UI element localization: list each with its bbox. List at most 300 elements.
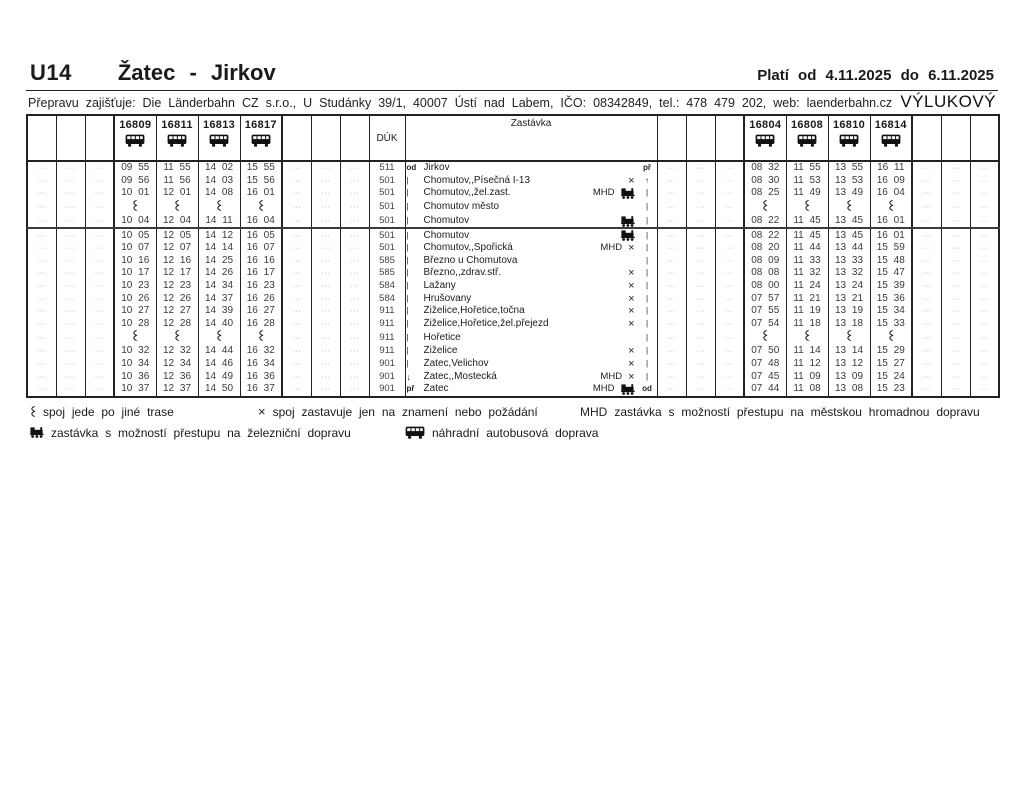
no-service-dots: ··· <box>350 255 359 265</box>
empty-cell <box>912 175 941 188</box>
empty-cell <box>657 255 686 268</box>
no-service-dots: ··· <box>979 281 989 291</box>
time-cell <box>198 215 240 229</box>
no-service-dots: ··· <box>696 359 705 369</box>
departure-time: 07 50 <box>751 345 780 357</box>
time-cell <box>828 228 870 242</box>
empty-cell <box>657 370 686 383</box>
stop-marker: | <box>406 268 409 278</box>
empty-cell <box>657 383 686 397</box>
departure-time: 15 55 <box>246 162 275 174</box>
no-service-dots: ··· <box>667 346 676 356</box>
no-service-dots: ··· <box>667 281 676 291</box>
empty-cell <box>85 292 114 305</box>
no-service-dots: ··· <box>37 230 47 240</box>
stop-name: Žiželice <box>423 345 458 357</box>
departure-time: 13 24 <box>834 280 864 292</box>
empty-cell <box>941 370 970 383</box>
departure-time: 11 56 <box>163 174 191 186</box>
empty-cell <box>311 383 340 397</box>
empty-cell <box>686 228 715 242</box>
time-cell <box>786 175 828 188</box>
empty-cell <box>941 330 970 345</box>
timetable-head <box>27 115 999 161</box>
other-route-icon <box>174 200 180 211</box>
no-service-dots: ··· <box>66 371 75 381</box>
no-service-dots: ··· <box>94 216 104 226</box>
no-service-dots: ··· <box>321 306 330 316</box>
time-cell <box>156 370 198 383</box>
no-service-dots: ··· <box>922 371 932 381</box>
empty-cell <box>56 255 85 268</box>
no-service-dots: ··· <box>66 202 75 212</box>
duk-cell <box>369 280 405 293</box>
empty-cell <box>27 318 56 331</box>
departure-time: 14 08 <box>204 187 234 199</box>
empty-cell <box>311 161 340 175</box>
no-service-dots: ··· <box>922 188 932 198</box>
no-service-dots: ··· <box>350 346 359 356</box>
departure-time: 15 39 <box>876 280 905 292</box>
empty-cell <box>657 318 686 331</box>
no-service-dots: ··· <box>667 202 676 212</box>
empty-cell <box>970 200 999 215</box>
no-service-dots: ··· <box>724 188 734 198</box>
stop-marker: | <box>645 306 649 316</box>
time-cell <box>828 345 870 358</box>
empty-cell <box>941 161 970 175</box>
legend-item: × spoj zastavuje jen na znamení nebo požádání <box>258 403 538 419</box>
table-row <box>27 358 999 371</box>
legend-item <box>30 405 258 419</box>
no-service-dots: ··· <box>979 332 989 342</box>
empty-cell <box>912 318 941 331</box>
bus-icon <box>167 134 187 147</box>
duk-zone-number: 501 <box>379 242 395 254</box>
no-service-dots: ··· <box>321 243 330 253</box>
empty-cell <box>912 267 941 280</box>
empty-cell <box>686 370 715 383</box>
other-route-icon <box>804 330 810 341</box>
empty-cell <box>282 161 311 175</box>
time-cell <box>198 370 240 383</box>
no-service-dots: ··· <box>979 359 989 369</box>
departure-time: 16 01 <box>876 215 905 227</box>
departure-time: 12 17 <box>162 267 192 279</box>
stop-symbols: MHD × <box>600 242 635 255</box>
stop-marker: | <box>645 318 649 328</box>
departure-time: 10 01 <box>121 187 150 199</box>
departure-time: 10 37 <box>121 383 150 395</box>
empty-cell <box>56 370 85 383</box>
duk-zone-number: 901 <box>379 383 395 395</box>
no-service-dots: ··· <box>696 332 705 342</box>
empty-cell <box>970 228 999 242</box>
no-service-dots: ··· <box>292 175 302 185</box>
no-service-dots: ··· <box>922 163 932 173</box>
legend-line-2 <box>30 426 994 440</box>
empty-cell <box>715 161 744 175</box>
legend-text: zastávka s možností přestupu na železniční dopravu <box>51 425 351 440</box>
no-service-dots: ··· <box>724 230 734 240</box>
time-cell <box>786 358 828 371</box>
no-service-dots: ··· <box>350 384 359 394</box>
empty-cell <box>85 187 114 200</box>
no-service-dots: ··· <box>979 188 989 198</box>
time-cell <box>156 161 198 175</box>
empty-cell <box>27 200 56 215</box>
empty-cell <box>311 255 340 268</box>
no-service-dots: ··· <box>696 281 705 291</box>
no-service-dots: ··· <box>724 175 734 185</box>
empty-cell <box>340 318 369 331</box>
time-cell <box>114 383 156 397</box>
table-row <box>27 318 999 331</box>
train-number-header <box>870 115 912 161</box>
empty-cell <box>715 358 744 371</box>
legend-item <box>580 405 980 419</box>
table-row <box>27 175 999 188</box>
empty-cell <box>340 292 369 305</box>
train-number: 16817 <box>244 119 277 131</box>
departure-time: 15 59 <box>876 242 905 254</box>
no-service-dots: ··· <box>350 243 359 253</box>
no-service-dots: ··· <box>724 293 734 303</box>
no-service-dots: ··· <box>350 306 359 316</box>
duk-zone-number: 501 <box>379 174 395 186</box>
no-service-dots: ··· <box>979 202 989 212</box>
empty-cell <box>941 358 970 371</box>
no-service-dots: ··· <box>667 243 676 253</box>
no-service-dots: ··· <box>321 255 330 265</box>
no-service-dots: ··· <box>94 359 104 369</box>
no-service-dots: ··· <box>321 163 330 173</box>
empty-cell <box>912 358 941 371</box>
empty-cell <box>340 242 369 255</box>
stop-marker: | <box>645 255 649 265</box>
no-service-dots: ··· <box>951 332 960 342</box>
empty-cell <box>970 175 999 188</box>
no-service-dots: ··· <box>37 188 47 198</box>
stop-column-header: Zastávka <box>405 115 657 161</box>
time-cell <box>828 358 870 371</box>
wavy-icon <box>30 406 36 417</box>
no-service-dots: ··· <box>951 371 960 381</box>
train-number: 16813 <box>202 119 236 131</box>
train-icon <box>30 427 44 438</box>
time-cell <box>828 175 870 188</box>
no-service-dots: ··· <box>292 255 302 265</box>
departure-time: 13 21 <box>834 292 864 304</box>
no-service-dots: ··· <box>321 202 330 212</box>
no-service-dots: ··· <box>667 359 676 369</box>
departure-time: 08 09 <box>751 254 780 266</box>
departure-time: 11 55 <box>793 162 821 174</box>
duk-zone-number: 584 <box>379 280 395 292</box>
mhd-transfer-label: MHD <box>580 404 608 419</box>
no-service-dots: ··· <box>37 281 47 291</box>
empty-cell <box>311 175 340 188</box>
train-number-header <box>828 115 870 161</box>
bus-icon <box>839 134 859 147</box>
time-cell <box>744 358 786 371</box>
stop-name: Chomutov <box>423 215 470 227</box>
empty-cell <box>282 242 311 255</box>
time-cell <box>156 318 198 331</box>
departure-time: 14 03 <box>204 174 234 186</box>
stop-marker: | <box>406 175 409 185</box>
no-service-dots: ··· <box>94 281 104 291</box>
departure-time: 16 28 <box>246 317 275 329</box>
no-service-dots: ··· <box>724 202 734 212</box>
departure-time: 16 01 <box>246 187 275 199</box>
duk-zone-number: 584 <box>379 292 395 304</box>
empty-cell <box>941 255 970 268</box>
departure-time: 07 45 <box>751 370 780 382</box>
time-cell <box>240 175 282 188</box>
time-cell <box>240 330 282 345</box>
empty-cell <box>311 228 340 242</box>
stop-cell <box>405 215 657 229</box>
no-service-dots: ··· <box>321 293 330 303</box>
train-number: 16809 <box>119 119 152 131</box>
empty-cell <box>340 200 369 215</box>
departure-time: 16 11 <box>877 162 905 174</box>
empty-cell <box>85 255 114 268</box>
departure-time: 12 05 <box>162 229 192 241</box>
stop-marker: | <box>645 202 649 212</box>
duk-cell <box>369 161 405 175</box>
empty-cell <box>686 318 715 331</box>
time-cell <box>156 215 198 229</box>
empty-cell <box>282 187 311 200</box>
departure-time: 07 44 <box>751 383 780 395</box>
no-service-dots: ··· <box>667 175 676 185</box>
time-cell <box>744 383 786 397</box>
departure-time: 15 24 <box>876 370 905 382</box>
departure-time: 07 54 <box>751 317 780 329</box>
no-service-dots: ··· <box>922 318 932 328</box>
empty-cell <box>715 242 744 255</box>
empty-cell <box>340 255 369 268</box>
duk-zone-number: 501 <box>379 187 395 199</box>
stop-name: Žatec <box>423 383 449 395</box>
no-service-dots: ··· <box>696 188 705 198</box>
time-cell <box>870 383 912 397</box>
empty-cell <box>970 305 999 318</box>
empty-cell <box>715 175 744 188</box>
stop-name: Lažany <box>423 280 456 292</box>
departure-time: 14 50 <box>204 383 234 395</box>
no-service-dots: ··· <box>922 346 932 356</box>
no-service-dots: ··· <box>667 384 676 394</box>
empty-cell <box>970 161 999 175</box>
no-service-dots: ··· <box>321 384 330 394</box>
duk-zone-number: 501 <box>379 215 395 227</box>
legend <box>26 405 998 440</box>
stop-symbols <box>621 230 635 241</box>
empty-cell <box>686 330 715 345</box>
empty-cell <box>85 200 114 215</box>
stop-marker: př <box>406 384 415 394</box>
operator-info: Přepravu zajišťuje: Die Länderbahn CZ s.r.o., U Studánky 39/1, 40007 Ústí nad Labem, IČO: 08342849, tel.: 478 479 202, web: laenderbahn.cz <box>28 96 893 110</box>
empty-cell <box>657 200 686 215</box>
no-service-dots: ··· <box>724 163 734 173</box>
empty-cell <box>715 305 744 318</box>
departure-time: 11 55 <box>163 162 191 174</box>
empty-cell <box>715 383 744 397</box>
empty-cell <box>282 358 311 371</box>
no-service-dots: ··· <box>94 332 104 342</box>
departure-time: 11 45 <box>793 215 821 227</box>
departure-time: 16 36 <box>246 370 275 382</box>
departure-time: 14 34 <box>204 280 234 292</box>
departure-time: 08 25 <box>751 187 780 199</box>
train-icon <box>621 216 635 227</box>
stop-marker: | <box>406 318 409 328</box>
no-service-dots: ··· <box>37 318 47 328</box>
time-cell <box>870 305 912 318</box>
empty-cell <box>941 200 970 215</box>
table-row <box>27 370 999 383</box>
empty-cell <box>686 292 715 305</box>
empty-cell <box>85 267 114 280</box>
no-service-dots: ··· <box>979 163 989 173</box>
no-service-dots: ··· <box>667 255 676 265</box>
empty-cell <box>311 370 340 383</box>
no-service-dots: ··· <box>321 359 330 369</box>
empty-cell <box>85 318 114 331</box>
no-service-dots: ··· <box>979 384 989 394</box>
empty-cell <box>970 345 999 358</box>
departure-time: 10 34 <box>121 358 150 370</box>
no-service-dots: ··· <box>951 163 960 173</box>
empty-cell <box>941 242 970 255</box>
empty-cell <box>912 280 941 293</box>
empty-cell <box>715 370 744 383</box>
empty-cell <box>282 255 311 268</box>
time-cell <box>156 187 198 200</box>
no-service-dots: ··· <box>321 281 330 291</box>
stop-symbols <box>593 187 635 199</box>
no-service-dots: ··· <box>922 216 932 226</box>
no-service-dots: ··· <box>724 332 734 342</box>
empty-header-cell <box>282 115 311 161</box>
empty-cell <box>56 358 85 371</box>
empty-cell <box>912 255 941 268</box>
empty-cell <box>282 330 311 345</box>
no-service-dots: ··· <box>94 243 104 253</box>
train-number: 16811 <box>161 119 193 131</box>
duk-cell <box>369 187 405 200</box>
no-service-dots: ··· <box>696 216 705 226</box>
table-row <box>27 267 999 280</box>
departure-time: 14 25 <box>204 254 234 266</box>
time-cell <box>744 345 786 358</box>
departure-time: 12 04 <box>162 215 192 227</box>
time-cell <box>156 383 198 397</box>
no-service-dots: ··· <box>292 243 302 253</box>
no-service-dots: ··· <box>94 371 104 381</box>
validity-dates: Platí od 4.11.2025 do 6.11.2025 <box>757 67 994 84</box>
empty-cell <box>340 383 369 397</box>
duk-cell <box>369 267 405 280</box>
no-service-dots: ··· <box>66 216 75 226</box>
empty-cell <box>85 175 114 188</box>
no-service-dots: ··· <box>66 384 75 394</box>
departure-time: 13 14 <box>834 345 864 357</box>
stop-name: Hrušovany <box>423 292 472 304</box>
empty-cell <box>56 228 85 242</box>
empty-cell <box>311 200 340 215</box>
no-service-dots: ··· <box>37 306 47 316</box>
departure-time: 15 34 <box>876 305 905 317</box>
mhd-transfer-label: MHD <box>592 187 615 199</box>
no-service-dots: ··· <box>94 202 104 212</box>
train-number-header <box>156 115 198 161</box>
table-row <box>27 280 999 293</box>
empty-cell <box>56 280 85 293</box>
time-cell <box>114 228 156 242</box>
no-service-dots: ··· <box>350 318 359 328</box>
time-cell <box>828 370 870 383</box>
empty-cell <box>715 200 744 215</box>
empty-cell <box>657 228 686 242</box>
empty-cell <box>970 370 999 383</box>
no-service-dots: ··· <box>696 371 705 381</box>
no-service-dots: ··· <box>37 202 47 212</box>
departure-time: 11 49 <box>793 187 821 199</box>
time-cell <box>786 255 828 268</box>
stop-marker: | <box>645 188 649 198</box>
time-cell <box>156 305 198 318</box>
empty-cell <box>56 330 85 345</box>
train-number-header <box>786 115 828 161</box>
bus-icon <box>755 134 775 147</box>
no-service-dots: ··· <box>922 332 932 342</box>
other-route-icon <box>132 200 138 211</box>
empty-cell <box>340 305 369 318</box>
empty-cell <box>912 292 941 305</box>
time-cell <box>828 215 870 229</box>
time-cell <box>828 267 870 280</box>
departure-time: 09 56 <box>121 174 150 186</box>
departure-time: 13 12 <box>834 358 864 370</box>
time-cell <box>786 242 828 255</box>
no-service-dots: ··· <box>66 255 75 265</box>
empty-cell <box>715 345 744 358</box>
no-service-dots: ··· <box>951 243 960 253</box>
empty-cell <box>715 280 744 293</box>
empty-cell <box>56 175 85 188</box>
timetable <box>26 114 1000 398</box>
departure-time: 08 20 <box>751 242 780 254</box>
departure-time: 11 12 <box>793 358 821 370</box>
departure-time: 08 00 <box>751 280 780 292</box>
no-service-dots: ··· <box>724 346 734 356</box>
stop-marker: od <box>406 163 417 173</box>
time-cell <box>870 345 912 358</box>
empty-cell <box>311 305 340 318</box>
stop-name: Chomutov,,žel.zast. <box>423 187 511 199</box>
no-service-dots: ··· <box>724 243 734 253</box>
empty-cell <box>715 330 744 345</box>
no-service-dots: ··· <box>66 230 75 240</box>
departure-time: 12 16 <box>162 254 192 266</box>
departure-time: 10 23 <box>121 280 150 292</box>
empty-cell <box>686 175 715 188</box>
stop-cell <box>405 383 657 397</box>
